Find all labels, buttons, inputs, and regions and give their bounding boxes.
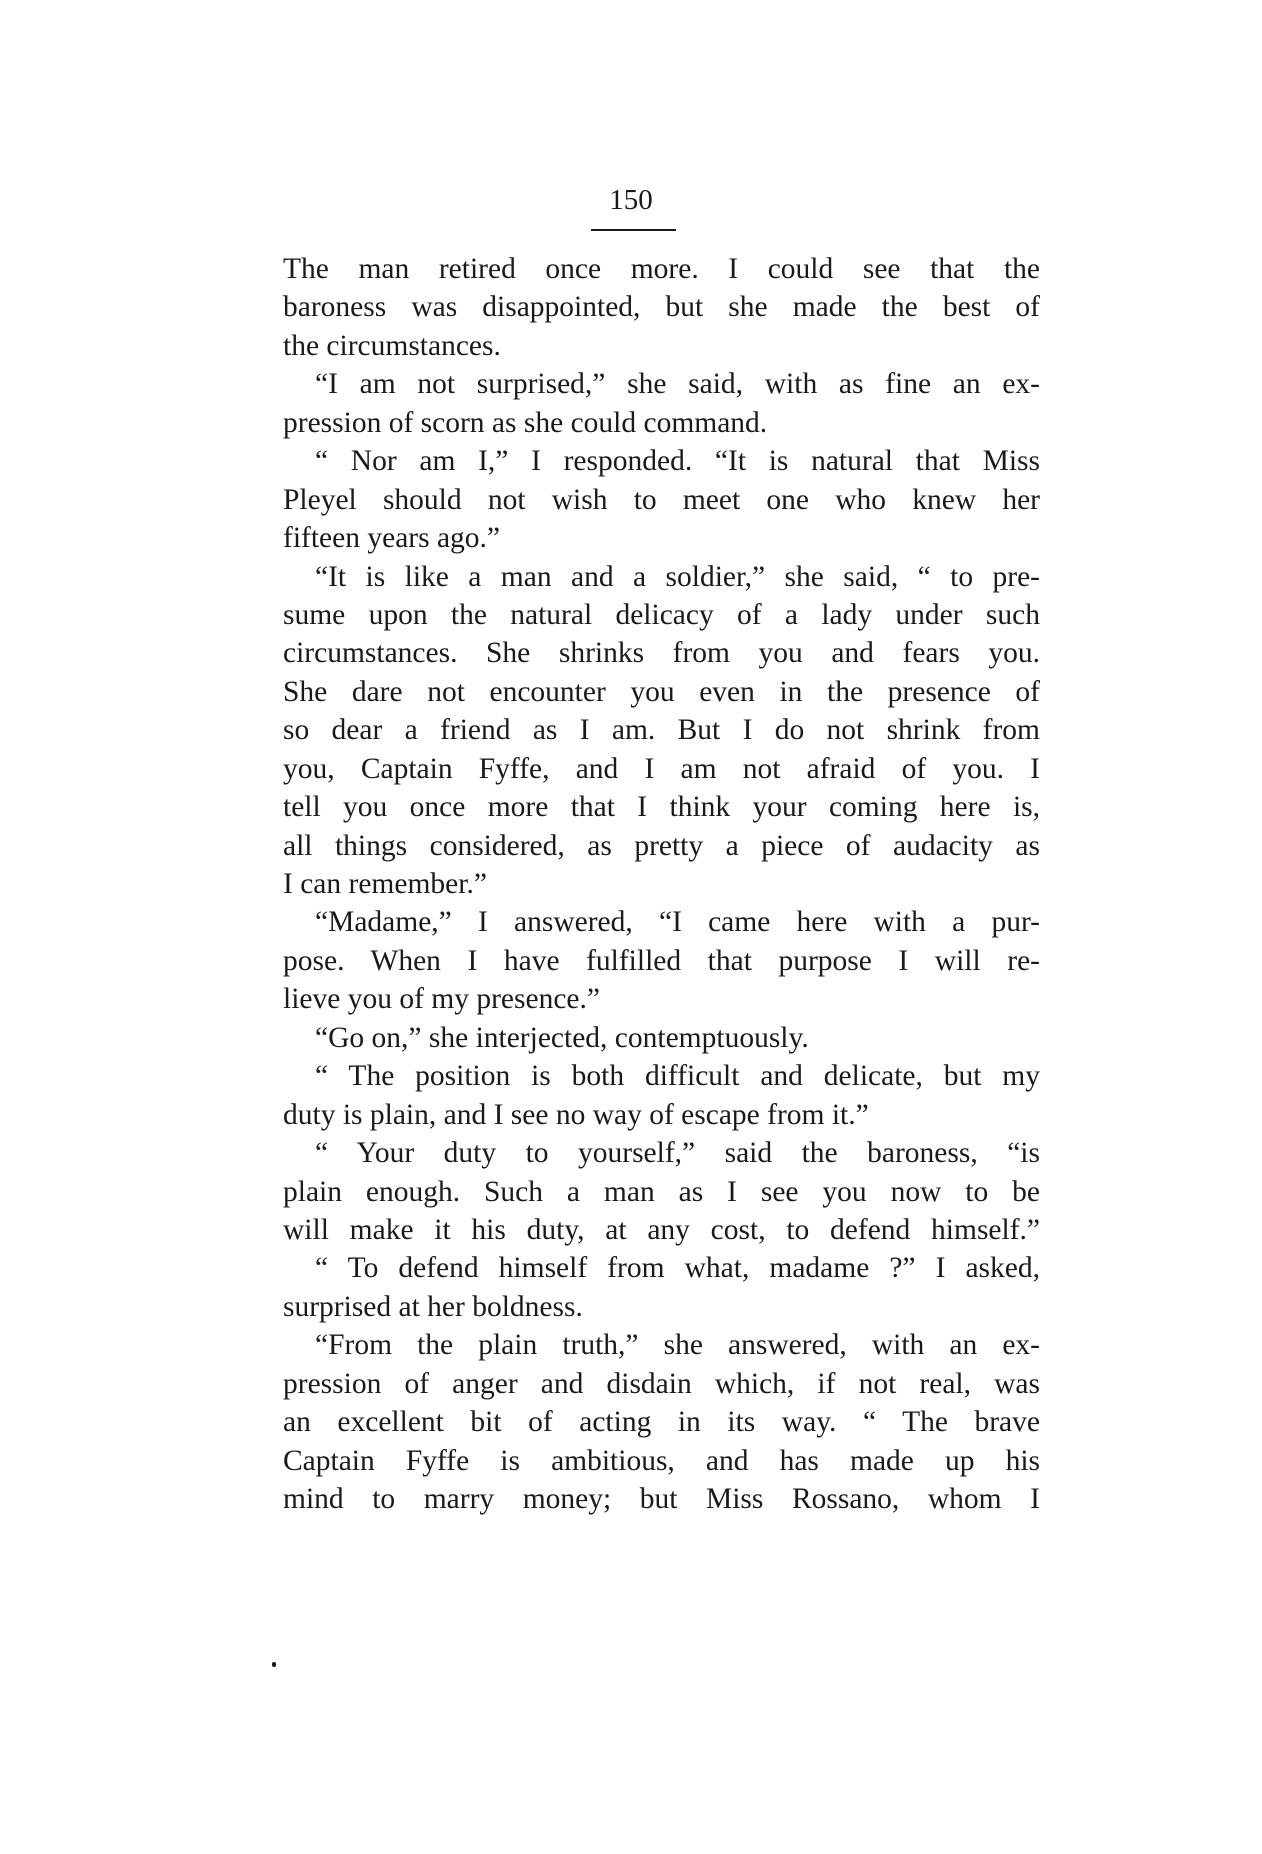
text-line: “ Nor am I,” I responded. “It is natural that Miss: [315, 445, 1040, 478]
text-line: I can remember.”: [283, 868, 487, 900]
ink-speck: [272, 1662, 276, 1667]
text-line: duty is plain, and I see no way of escape from it.”: [283, 1098, 869, 1131]
text-line: The man retired once more. I could see that the: [283, 253, 1040, 285]
text-line: all things considered, as pretty a piece of audacity as: [283, 829, 1040, 862]
text-line: tell you once more that I think your coming here is,: [283, 791, 1040, 824]
text-line: an excellent bit of acting in its way. “ The brave: [283, 1406, 1040, 1439]
text-line: Captain Fyffe is ambitious, and has made up his: [283, 1444, 1040, 1477]
text-line: the circumstances.: [283, 329, 501, 362]
text-line: “Madame,” I answered, “I came here with a pur-: [315, 906, 1040, 939]
body-text: [283, 250, 1040, 1518]
text-line: “ The position is both difficult and delicate, but my: [315, 1060, 1040, 1093]
text-line: surprised at her boldness.: [283, 1290, 583, 1323]
text-line: Pleyel should not wish to meet one who knew her: [283, 483, 1040, 516]
text-line: “I am not surprised,” she said, with as fine an ex-: [315, 368, 1040, 401]
text-line: plain enough. Such a man as I see you now to be: [283, 1175, 1040, 1208]
page-number-rule: [591, 229, 676, 231]
text-line: pression of anger and disdain which, if not real, was: [283, 1367, 1040, 1400]
text-line: “ Your duty to yourself,” said the baroness, “is: [315, 1137, 1040, 1170]
text-line: She dare not encounter you even in the presence of: [283, 675, 1040, 708]
text-line: circumstances. She shrinks from you and fears you.: [283, 637, 1040, 670]
text-line: “ To defend himself from what, madame ?” I asked,: [315, 1252, 1040, 1285]
page-number: 150: [609, 184, 653, 216]
text-line: “Go on,” she interjected, contemptuously.: [315, 1021, 809, 1054]
text-line: fifteen years ago.”: [283, 522, 501, 555]
text-line: you, Captain Fyffe, and I am not afraid of you. I: [283, 752, 1040, 785]
text-line: so dear a friend as I am. But I do not shrink from: [283, 714, 1040, 747]
text-line: mind to marry money; but Miss Rossano, whom I: [283, 1483, 1040, 1515]
text-line: baroness was disappointed, but she made the best of: [283, 291, 1040, 324]
text-line: pression of scorn as she could command.: [283, 406, 768, 439]
text-line: sume upon the natural delicacy of a lady under such: [283, 598, 1040, 631]
text-line: “It is like a man and a soldier,” she said, “ to pre-: [315, 560, 1040, 593]
text-line: will make it his duty, at any cost, to defend himself.”: [283, 1213, 1040, 1246]
text-line: lieve you of my presence.”: [283, 983, 600, 1016]
text-line: “From the plain truth,” she answered, with an ex-: [315, 1329, 1040, 1362]
text-line: pose. When I have fulfilled that purpose I will re-: [283, 944, 1040, 977]
